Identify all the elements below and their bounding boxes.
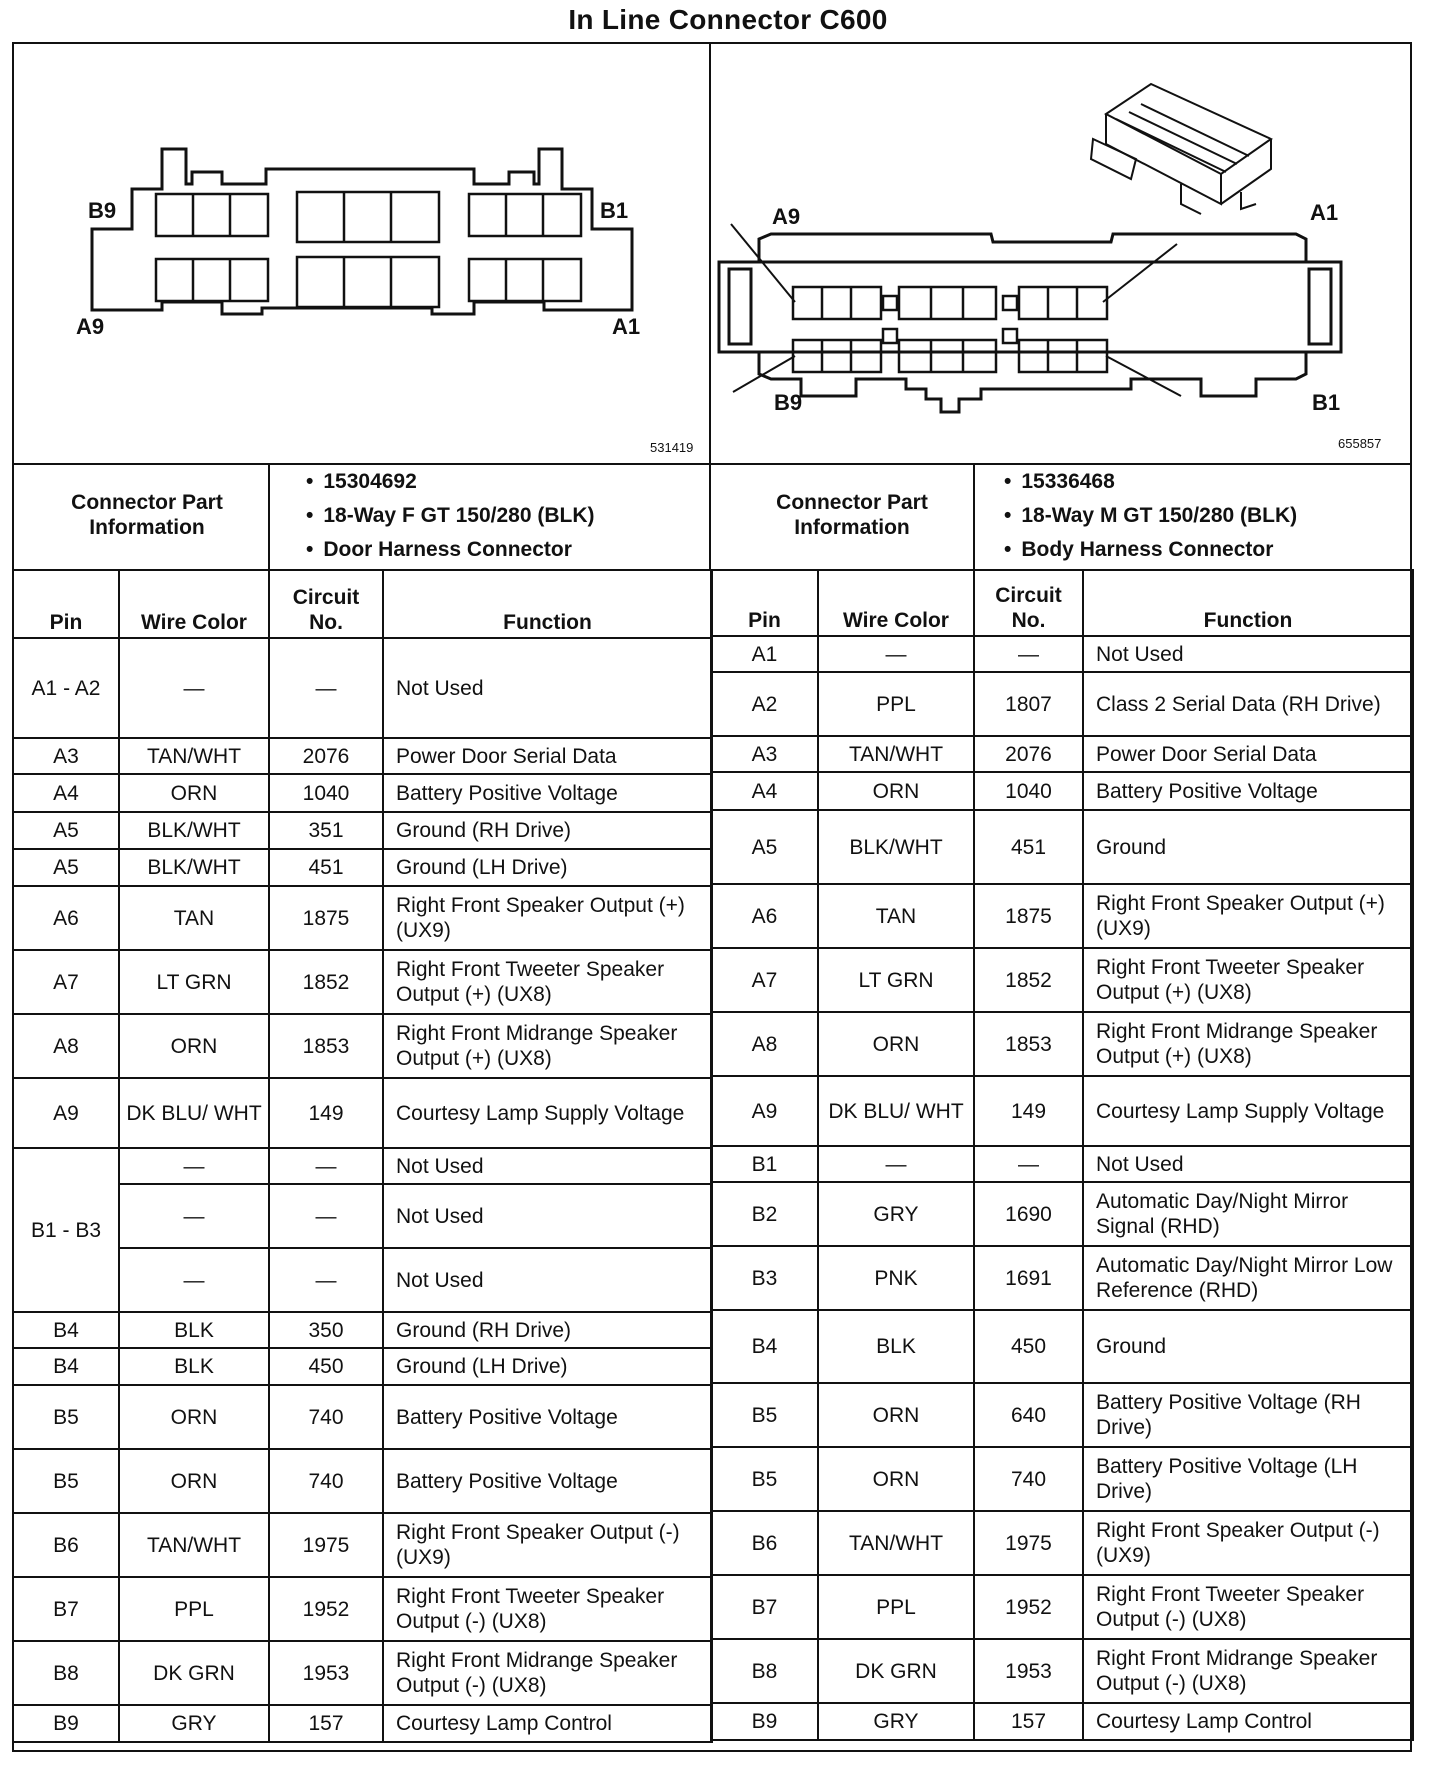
function-cell: Right Front Midrange Speaker Output (-) (UX8): [383, 1641, 712, 1705]
wire-color-cell: DK BLU/ WHT: [818, 1076, 974, 1146]
circuit-cell: 1953: [269, 1641, 383, 1705]
table-row: [711, 1511, 1413, 1575]
left-connector-outline: [92, 149, 632, 314]
function-cell: Right Front Tweeter Speaker Output (-) (UX8): [383, 1577, 712, 1641]
table-row: [711, 884, 1413, 948]
wire-color-cell: BLK: [119, 1348, 269, 1385]
pin-cell: A1 - A2: [13, 638, 119, 738]
function-cell: Battery Positive Voltage (LH Drive): [1083, 1447, 1413, 1511]
circuit-cell: 1875: [269, 886, 383, 950]
pin-cell: B6: [711, 1511, 818, 1575]
function-cell: Courtesy Lamp Control: [1083, 1703, 1413, 1740]
wire-color-cell: TAN: [818, 884, 974, 948]
pin-cell: A9: [711, 1076, 818, 1146]
circuit-cell: 351: [269, 812, 383, 849]
right-pin-label-a1: A1: [1310, 200, 1339, 225]
table-row: [711, 1383, 1413, 1447]
circuit-cell: 740: [269, 1449, 383, 1513]
table-row: [13, 1449, 712, 1513]
table-row: [711, 736, 1413, 772]
function-cell: Right Front Tweeter Speaker Output (-) (UX8): [1083, 1575, 1413, 1639]
right-connector-outline: [719, 234, 1341, 412]
left-partinfo-divider: [268, 463, 270, 570]
wire-color-cell: ORN: [119, 1385, 269, 1449]
function-cell: Ground: [1083, 1310, 1413, 1383]
circuit-header: Circuit No.: [269, 570, 383, 638]
circuit-cell: 1952: [974, 1575, 1083, 1639]
pin-cell: A1: [711, 636, 818, 672]
table-row: [711, 1310, 1413, 1383]
circuit-cell: 1975: [269, 1513, 383, 1577]
pin-cell: A7: [711, 948, 818, 1012]
table-row: [711, 636, 1413, 672]
circuit-cell: 149: [974, 1076, 1083, 1146]
function-cell: Battery Positive Voltage: [1083, 772, 1413, 810]
right-part-description: • 18-Way M GT 150/280 (BLK): [1004, 499, 1297, 533]
wire-color-cell: DK GRN: [119, 1641, 269, 1705]
circuit-cell: 1875: [974, 884, 1083, 948]
circuit-cell: 157: [974, 1703, 1083, 1740]
left-pin-label-b9: B9: [88, 198, 117, 223]
circuit-cell: —: [974, 1146, 1083, 1182]
pin-cell: B3: [711, 1246, 818, 1310]
left-pin-label-a1: A1: [612, 314, 641, 339]
table-row: [13, 1348, 712, 1385]
circuit-cell: 1807: [974, 672, 1083, 736]
pin-cell: A4: [711, 772, 818, 810]
table-row: [711, 810, 1413, 884]
left-part-description: • 18-Way F GT 150/280 (BLK): [306, 499, 595, 533]
wire-color-cell: BLK/WHT: [818, 810, 974, 884]
right-connector-diagram: [711, 44, 1410, 462]
table-row: [711, 1076, 1413, 1146]
table-row: [13, 1385, 712, 1449]
pin-cell: A7: [13, 950, 119, 1014]
wire-color-cell: PPL: [818, 1575, 974, 1639]
wire-color-cell: ORN: [818, 1012, 974, 1076]
circuit-cell: 450: [269, 1348, 383, 1385]
connector-iso-view: [1091, 84, 1271, 214]
circuit-cell: 1853: [974, 1012, 1083, 1076]
pin-cell: A4: [13, 774, 119, 812]
left-connector-diagram: [14, 44, 708, 462]
function-cell: Right Front Tweeter Speaker Output (+) (UX8): [383, 950, 712, 1014]
table-row: [711, 1012, 1413, 1076]
pin-cell: A3: [711, 736, 818, 772]
wire-color-cell: PPL: [119, 1577, 269, 1641]
circuit-cell: —: [269, 638, 383, 738]
pin-cell: B1: [711, 1146, 818, 1182]
function-cell: Battery Positive Voltage: [383, 1449, 712, 1513]
pin-header: Pin: [13, 570, 119, 638]
left-pin-label-a9: A9: [76, 314, 105, 339]
function-cell: Ground (RH Drive): [383, 1312, 712, 1348]
circuit-cell: 451: [269, 849, 383, 886]
right-part-harness: • Body Harness Connector: [1004, 533, 1297, 567]
circuit-cell: —: [269, 1148, 383, 1184]
wire-color-cell: PNK: [818, 1246, 974, 1310]
wire-color-cell: TAN: [119, 886, 269, 950]
wire-color-cell: PPL: [818, 672, 974, 736]
function-cell: Right Front Speaker Output (-) (UX9): [383, 1513, 712, 1577]
function-cell: Right Front Midrange Speaker Output (-) (UX8): [1083, 1639, 1413, 1703]
left-cavity-grid: [156, 192, 581, 307]
table-row: [13, 1641, 712, 1705]
pin-cell: B8: [711, 1639, 818, 1703]
table-row: [13, 950, 712, 1014]
circuit-cell: 157: [269, 1705, 383, 1742]
circuit-cell: 1952: [269, 1577, 383, 1641]
table-row: [13, 812, 712, 849]
wire-color-header: Wire Color: [119, 570, 269, 638]
pin-cell: B4: [13, 1348, 119, 1385]
right-pin-label-b9: B9: [774, 390, 803, 415]
pin-cell: B7: [711, 1575, 818, 1639]
function-cell: Right Front Speaker Output (+) (UX9): [383, 886, 712, 950]
circuit-cell: 1953: [974, 1639, 1083, 1703]
function-cell: Right Front Tweeter Speaker Output (+) (UX8): [1083, 948, 1413, 1012]
function-cell: Ground (LH Drive): [383, 849, 712, 886]
circuit-cell: 1040: [269, 774, 383, 812]
function-cell: Courtesy Lamp Supply Voltage: [383, 1078, 712, 1148]
circuit-cell: —: [269, 1184, 383, 1248]
wire-color-cell: BLK: [818, 1310, 974, 1383]
function-cell: Not Used: [383, 1184, 712, 1248]
wire-color-cell: BLK: [119, 1312, 269, 1348]
function-cell: Ground (RH Drive): [383, 812, 712, 849]
wire-color-cell: ORN: [818, 1383, 974, 1447]
table-row: [711, 672, 1413, 736]
circuit-cell: 350: [269, 1312, 383, 1348]
circuit-cell: 1853: [269, 1014, 383, 1078]
wire-color-cell: —: [818, 636, 974, 672]
right-cavity-grid: [793, 287, 1107, 372]
table-row: [711, 1575, 1413, 1639]
table-row: [13, 1705, 712, 1742]
pin-cell: A8: [711, 1012, 818, 1076]
table-row: [13, 638, 712, 738]
pin-header: Pin: [711, 570, 818, 636]
wire-color-cell: —: [119, 1148, 269, 1184]
pin-cell: A5: [13, 849, 119, 886]
right-part-number: • 15336468: [1004, 465, 1297, 499]
wire-color-cell: LT GRN: [119, 950, 269, 1014]
table-row: [711, 772, 1413, 810]
wire-color-cell: ORN: [818, 772, 974, 810]
pin-cell: B8: [13, 1641, 119, 1705]
table-row: [13, 1513, 712, 1577]
circuit-cell: 1852: [269, 950, 383, 1014]
function-cell: Right Front Midrange Speaker Output (+) (UX8): [1083, 1012, 1413, 1076]
right-leader-lines: [731, 224, 1181, 396]
function-cell: Not Used: [1083, 636, 1413, 672]
wire-color-cell: —: [119, 638, 269, 738]
table-row: [13, 1312, 712, 1348]
circuit-cell: 149: [269, 1078, 383, 1148]
left-part-info-list: [306, 465, 595, 567]
circuit-cell: 640: [974, 1383, 1083, 1447]
right-pin-table: [710, 569, 1414, 1741]
wire-color-cell: ORN: [119, 1449, 269, 1513]
function-cell: Automatic Day/Night Mirror Low Reference (RHD): [1083, 1246, 1413, 1310]
function-header: Function: [383, 570, 712, 638]
table-row: [13, 886, 712, 950]
function-cell: Right Front Speaker Output (-) (UX9): [1083, 1511, 1413, 1575]
pin-cell: B9: [13, 1705, 119, 1742]
table-row: [711, 1246, 1413, 1310]
circuit-cell: 2076: [269, 738, 383, 774]
wire-color-cell: ORN: [818, 1447, 974, 1511]
pin-cell: A5: [711, 810, 818, 884]
wire-color-cell: GRY: [119, 1705, 269, 1742]
function-cell: Battery Positive Voltage: [383, 774, 712, 812]
function-cell: Courtesy Lamp Supply Voltage: [1083, 1076, 1413, 1146]
circuit-cell: 450: [974, 1310, 1083, 1383]
circuit-cell: 1690: [974, 1182, 1083, 1246]
page-title: In Line Connector C600: [568, 4, 888, 35]
function-cell: Power Door Serial Data: [383, 738, 712, 774]
pin-cell: B4: [13, 1312, 119, 1348]
pin-cell: B1 - B3: [13, 1148, 119, 1312]
pin-cell: B9: [711, 1703, 818, 1740]
wire-color-cell: ORN: [119, 1014, 269, 1078]
circuit-cell: 451: [974, 810, 1083, 884]
function-cell: Right Front Speaker Output (+) (UX9): [1083, 884, 1413, 948]
right-pin-label-b1: B1: [1312, 390, 1341, 415]
circuit-cell: 740: [974, 1447, 1083, 1511]
pin-cell: A5: [13, 812, 119, 849]
pin-cell: B4: [711, 1310, 818, 1383]
table-row: [711, 1182, 1413, 1246]
wire-color-cell: DK BLU/ WHT: [119, 1078, 269, 1148]
function-cell: Battery Positive Voltage: [383, 1385, 712, 1449]
wire-color-cell: GRY: [818, 1703, 974, 1740]
wire-color-cell: BLK/WHT: [119, 849, 269, 886]
left-part-number: • 15304692: [306, 465, 595, 499]
table-row: [13, 774, 712, 812]
wire-color-cell: TAN/WHT: [818, 1511, 974, 1575]
wire-color-cell: —: [818, 1146, 974, 1182]
function-cell: Not Used: [383, 1148, 712, 1184]
table-row: [13, 849, 712, 886]
right-pin-label-a9: A9: [772, 204, 801, 229]
wire-color-cell: GRY: [818, 1182, 974, 1246]
function-header: Function: [1083, 570, 1413, 636]
table-row: [711, 1146, 1413, 1182]
function-cell: Courtesy Lamp Control: [383, 1705, 712, 1742]
function-cell: Right Front Midrange Speaker Output (+) (UX8): [383, 1014, 712, 1078]
wire-color-cell: ORN: [119, 774, 269, 812]
left-part-info-label: Connector Part Information: [71, 491, 223, 539]
function-cell: Automatic Day/Night Mirror Signal (RHD): [1083, 1182, 1413, 1246]
pin-cell: B7: [13, 1577, 119, 1641]
circuit-cell: —: [974, 636, 1083, 672]
pin-cell: B5: [711, 1383, 818, 1447]
circuit-cell: 1975: [974, 1511, 1083, 1575]
wire-color-header: Wire Color: [818, 570, 974, 636]
function-cell: Ground (LH Drive): [383, 1348, 712, 1385]
function-cell: Not Used: [383, 1248, 712, 1312]
right-figure-number: 655857: [1338, 436, 1382, 451]
table-row: [711, 1639, 1413, 1703]
table-row: [711, 948, 1413, 1012]
table-row: [13, 1014, 712, 1078]
right-part-info-label: Connector Part Information: [776, 491, 928, 539]
circuit-cell: 1852: [974, 948, 1083, 1012]
right-partinfo-divider: [973, 463, 975, 570]
wire-color-cell: DK GRN: [818, 1639, 974, 1703]
pin-cell: A3: [13, 738, 119, 774]
table-row: [13, 1078, 712, 1148]
pin-cell: A2: [711, 672, 818, 736]
function-cell: Ground: [1083, 810, 1413, 884]
wire-color-cell: TAN/WHT: [818, 736, 974, 772]
circuit-cell: 2076: [974, 736, 1083, 772]
left-figure-number: 531419: [650, 440, 694, 455]
pin-cell: A6: [711, 884, 818, 948]
table-row: [711, 1703, 1413, 1740]
pin-cell: B5: [13, 1385, 119, 1449]
right-part-info-list: [1004, 465, 1297, 567]
pin-cell: A8: [13, 1014, 119, 1078]
function-cell: Class 2 Serial Data (RH Drive): [1083, 672, 1413, 736]
circuit-cell: 1040: [974, 772, 1083, 810]
circuit-cell: 1691: [974, 1246, 1083, 1310]
left-part-harness: • Door Harness Connector: [306, 533, 595, 567]
table-row: [13, 738, 712, 774]
wire-color-cell: —: [119, 1184, 269, 1248]
pin-cell: B6: [13, 1513, 119, 1577]
pin-cell: B5: [711, 1447, 818, 1511]
pin-cell: B5: [13, 1449, 119, 1513]
table-row: [13, 1148, 712, 1184]
function-cell: Power Door Serial Data: [1083, 736, 1413, 772]
function-cell: Not Used: [383, 638, 712, 738]
circuit-header: Circuit No.: [974, 570, 1083, 636]
wire-color-cell: TAN/WHT: [119, 738, 269, 774]
left-pin-table: [12, 569, 713, 1743]
function-cell: Not Used: [1083, 1146, 1413, 1182]
wire-color-cell: BLK/WHT: [119, 812, 269, 849]
circuit-cell: —: [269, 1248, 383, 1312]
table-row: [13, 1577, 712, 1641]
wire-color-cell: —: [119, 1248, 269, 1312]
wire-color-cell: LT GRN: [818, 948, 974, 1012]
function-cell: Battery Positive Voltage (RH Drive): [1083, 1383, 1413, 1447]
pin-cell: B2: [711, 1182, 818, 1246]
circuit-cell: 740: [269, 1385, 383, 1449]
left-pin-label-b1: B1: [600, 198, 629, 223]
pin-cell: A6: [13, 886, 119, 950]
pin-cell: A9: [13, 1078, 119, 1148]
wire-color-cell: TAN/WHT: [119, 1513, 269, 1577]
table-row: [711, 1447, 1413, 1511]
